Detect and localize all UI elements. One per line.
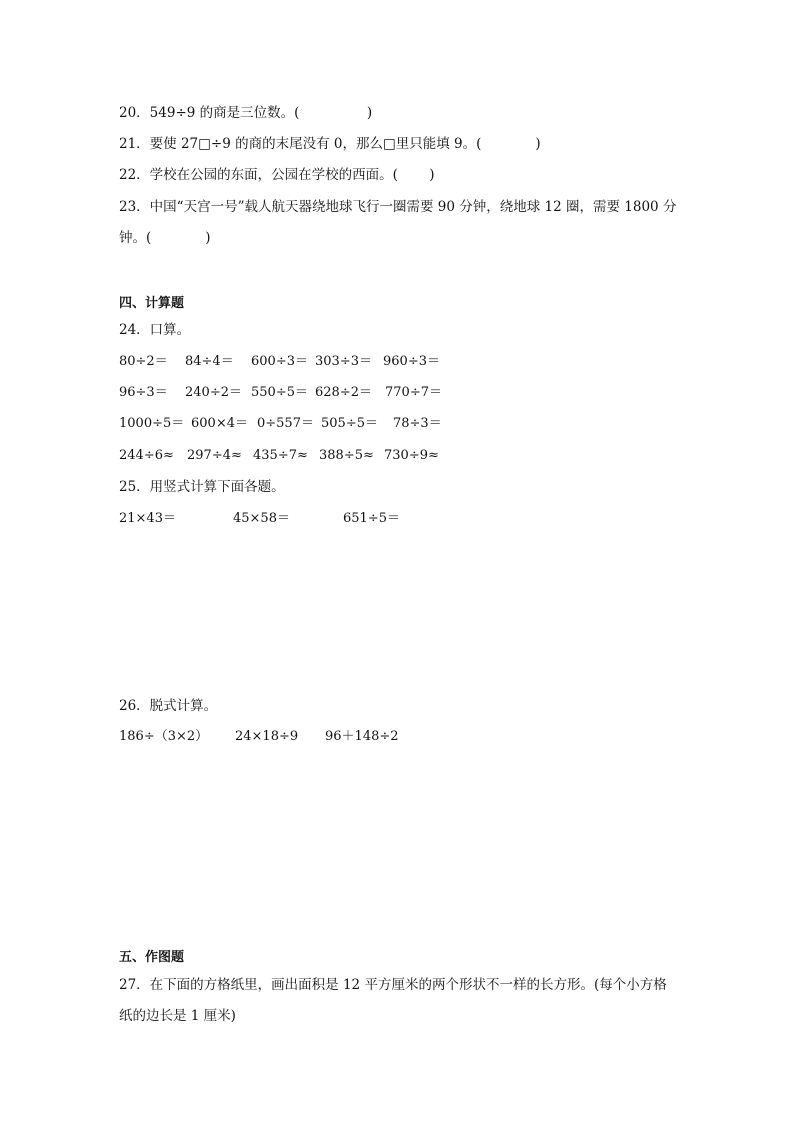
oral-item: 244÷6≈	[119, 448, 174, 463]
oral-item: 628÷2＝	[315, 385, 372, 400]
question-27-line1: 27．在下面的方格纸里，画出面积是 12 平方厘米的两个形状不一样的长方形。(每个小方格	[119, 977, 667, 993]
oral-item: 84÷4＝	[185, 354, 234, 369]
oral-item: 80÷2＝	[119, 354, 168, 369]
oral-item: 600×4＝	[191, 416, 248, 431]
oral-item: 730÷9≈	[384, 448, 439, 463]
stepwise-item: 186÷（3×2）	[119, 729, 209, 744]
vertical-item: 21×43＝	[119, 511, 176, 526]
oral-item: 96÷3＝	[119, 385, 168, 400]
question-22: 22．学校在公园的东面，公园在学校的西面。( )	[119, 167, 435, 183]
oral-item: 0÷557＝	[257, 416, 314, 431]
oral-item: 770÷7＝	[385, 385, 442, 400]
oral-item: 297÷4≈	[187, 448, 242, 463]
oral-item: 303÷3＝	[315, 354, 372, 369]
oral-item: 960÷3＝	[383, 354, 440, 369]
oral-item: 505÷5＝	[321, 416, 378, 431]
stepwise-item: 24×18÷9	[235, 729, 299, 744]
oral-item: 550÷5＝	[251, 385, 308, 400]
section-4-heading: 四、计算题	[119, 296, 185, 311]
vertical-item: 45×58＝	[233, 511, 290, 526]
vertical-item: 651÷5＝	[343, 511, 400, 526]
oral-item: 78÷3＝	[393, 416, 442, 431]
oral-item: 600÷3＝	[251, 354, 308, 369]
question-20: 20．549÷9 的商是三位数。( )	[119, 105, 373, 121]
question-24: 24．口算。	[119, 322, 191, 338]
oral-item: 1000÷5＝	[119, 416, 185, 431]
question-25: 25．用竖式计算下面各题。	[119, 479, 285, 495]
stepwise-item: 96＋148÷2	[325, 729, 399, 744]
question-27-line2: 纸的边长是 1 厘米)	[119, 1008, 236, 1024]
question-26: 26．脱式计算。	[119, 698, 218, 714]
section-5-heading: 五、作图题	[119, 950, 185, 965]
question-21: 21．要使 27□÷9 的商的末尾没有 0，那么□里只能填 9。( )	[119, 136, 541, 152]
oral-item: 388÷5≈	[319, 448, 374, 463]
oral-item: 240÷2＝	[185, 385, 242, 400]
question-23-line1: 23．中国“天宫一号”载人航天器绕地球飞行一圈需要 90 分钟，绕地球 12 圈，需要 1800 分	[119, 199, 677, 215]
question-23-line2: 钟。( )	[119, 230, 211, 246]
oral-item: 435÷7≈	[253, 448, 308, 463]
